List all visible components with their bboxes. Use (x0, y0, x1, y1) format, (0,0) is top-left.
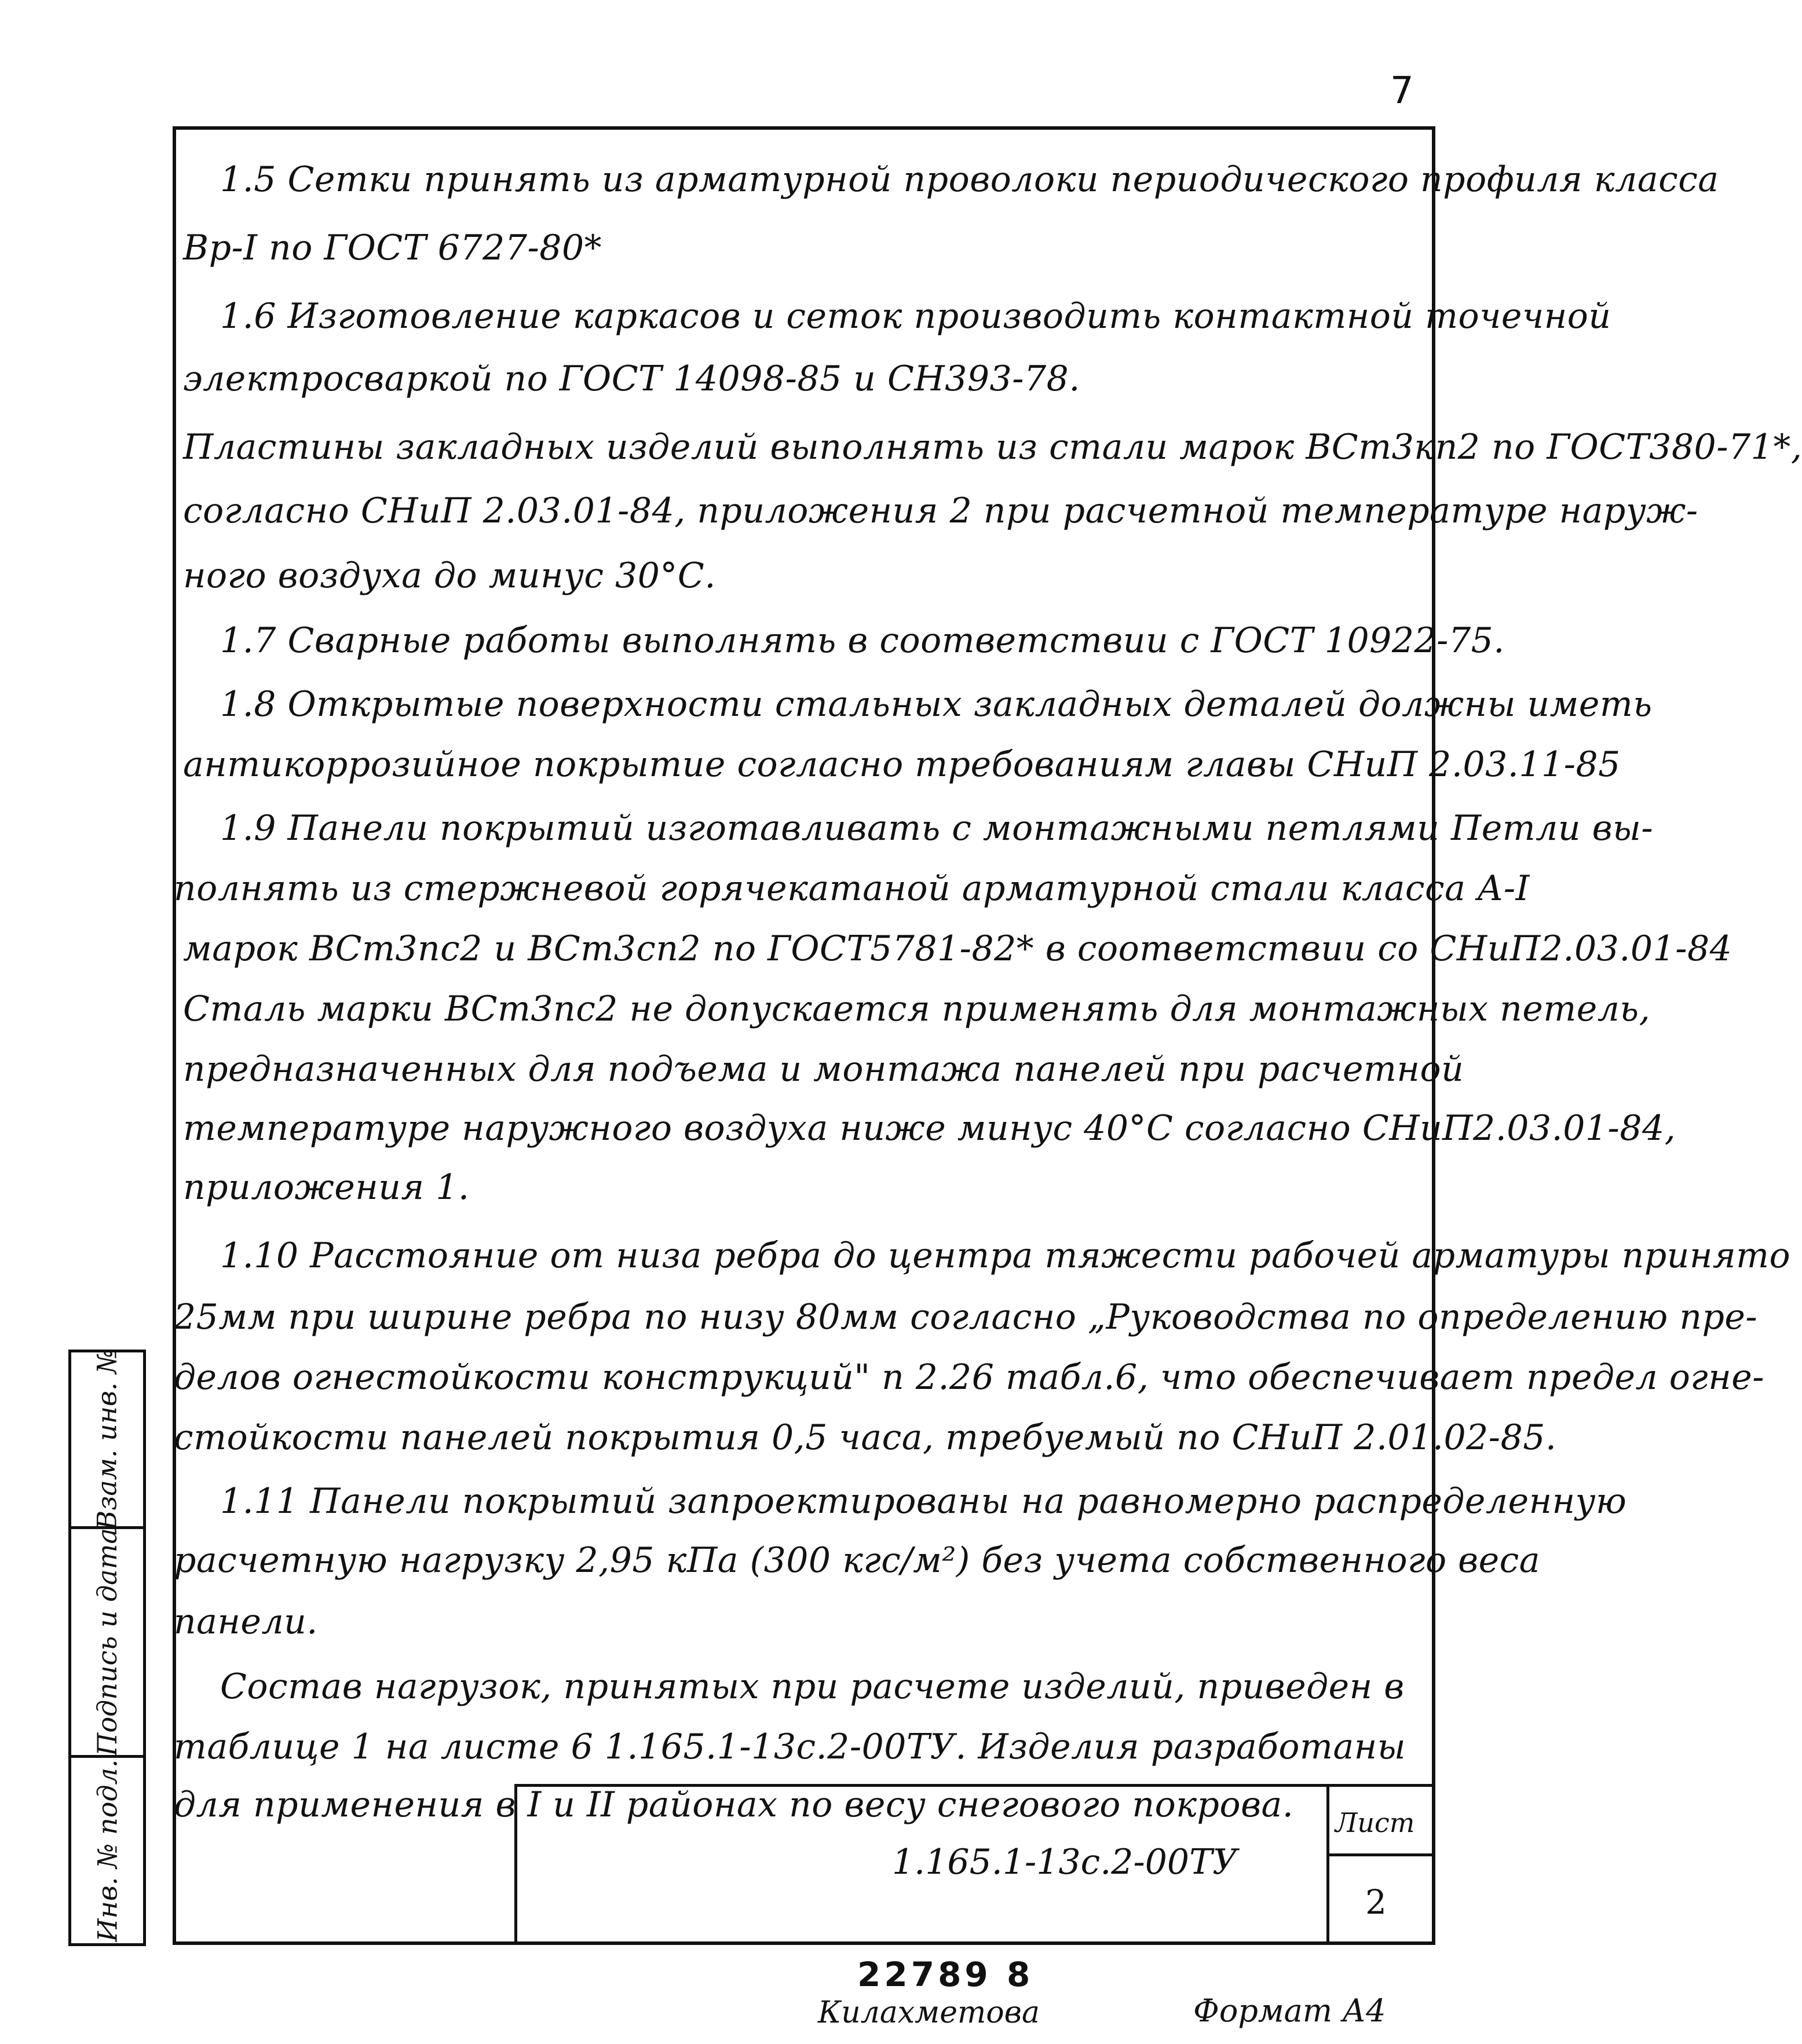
text-line: для применения в I и II районах по весу снегового покрова. (174, 1785, 1294, 1825)
sidebar-field-inv: Инв. № подл. (92, 1759, 123, 1942)
text-line: антикоррозийное покрытие согласно требованиям главы СНиП 2.03.11-85 (183, 744, 1621, 785)
text-line: панели. (174, 1601, 318, 1642)
sheet-divider (1329, 1853, 1435, 1856)
text-line: таблице 1 на листе 6 1.165.1-13с.2-00ТУ. Изделия разработаны (174, 1727, 1406, 1767)
footer-name: Килахметова (818, 1995, 1040, 2030)
text-line: приложения 1. (183, 1167, 470, 1208)
text-line: полнять из стержневой горячекатаной арматурной стали класса А-I (174, 868, 1530, 909)
text-line: Пластины закладных изделий выполнять из стали марок ВСт3кп2 по ГОСТ380-71*, (183, 427, 1802, 467)
text-line: 1.8 Открытые поверхности стальных закладных деталей должны иметь (220, 684, 1653, 725)
text-line: Вр-I по ГОСТ 6727-80* (183, 228, 602, 268)
footer-number: 22789 8 (857, 1955, 1034, 1994)
text-line: Сталь марки ВСт3пс2 не допускается применять для монтажных петель, (183, 989, 1651, 1029)
text-line: ного воздуха до минус 30°С. (183, 555, 716, 596)
text-line: марок ВСт3пс2 и ВСт3сп2 по ГОСТ5781-82* в соответствии со СНиП2.03.01-84 (183, 928, 1732, 969)
page-number: 7 (1390, 70, 1414, 112)
text-line: электросваркой по ГОСТ 14098-85 и СН393-78. (183, 359, 1080, 399)
text-line: 1.11 Панели покрытий запроектированы на равномерно распределенную (220, 1481, 1627, 1522)
sheet-cell (1326, 1784, 1435, 1945)
text-line: 1.6 Изготовление каркасов и сеток производить контактной точечной (220, 296, 1611, 337)
text-line: 1.5 Сетки принять из арматурной проволоки периодического профиля класса (220, 159, 1719, 200)
document-code: 1.165.1-13с.2-00ТУ (892, 1842, 1238, 1882)
text-line: 1.9 Панели покрытий изготавливать с монтажными петлями Петли вы- (220, 808, 1654, 849)
sidebar-field-vzam: Взам. инв. № (92, 1348, 123, 1530)
text-line: предназначенных для подъема и монтажа панелей при расчетной (183, 1049, 1464, 1089)
text-line: Состав нагрузок, принятых при расчете изделий, приведен в (220, 1666, 1405, 1707)
text-line: стойкости панелей покрытия 0,5 часа, требуемый по СНиП 2.01.02-85. (174, 1417, 1557, 1458)
text-line: 1.7 Сварные работы выполнять в соответствии с ГОСТ 10922-75. (220, 620, 1505, 661)
text-line: 25мм при ширине ребра по низу 80мм согласно „Руководства по определению пре- (174, 1297, 1758, 1337)
sidebar-field-podpis: Подпись и дата (92, 1528, 123, 1756)
sheet-number: 2 (1365, 1882, 1387, 1922)
sheet-label: Лист (1335, 1807, 1415, 1838)
sidebar-stamp (68, 1350, 146, 1946)
text-line: делов огнестойкости конструкций" п 2.26 табл.6, что обеспечивает предел огне- (174, 1357, 1765, 1398)
text-line: температуре наружного воздуха ниже минус 40°С согласно СНиП2.03.01-84, (183, 1108, 1676, 1149)
footer-format: Формат А4 (1193, 1992, 1386, 2029)
text-line: согласно СНиП 2.03.01-84, приложения 2 при расчетной температуре наруж- (183, 491, 1698, 531)
text-line: расчетную нагрузку 2,95 кПа (300 кгс/м²) без учета собственного веса (174, 1540, 1540, 1581)
text-line: 1.10 Расстояние от низа ребра до центра тяжести рабочей арматуры принято (220, 1235, 1791, 1276)
